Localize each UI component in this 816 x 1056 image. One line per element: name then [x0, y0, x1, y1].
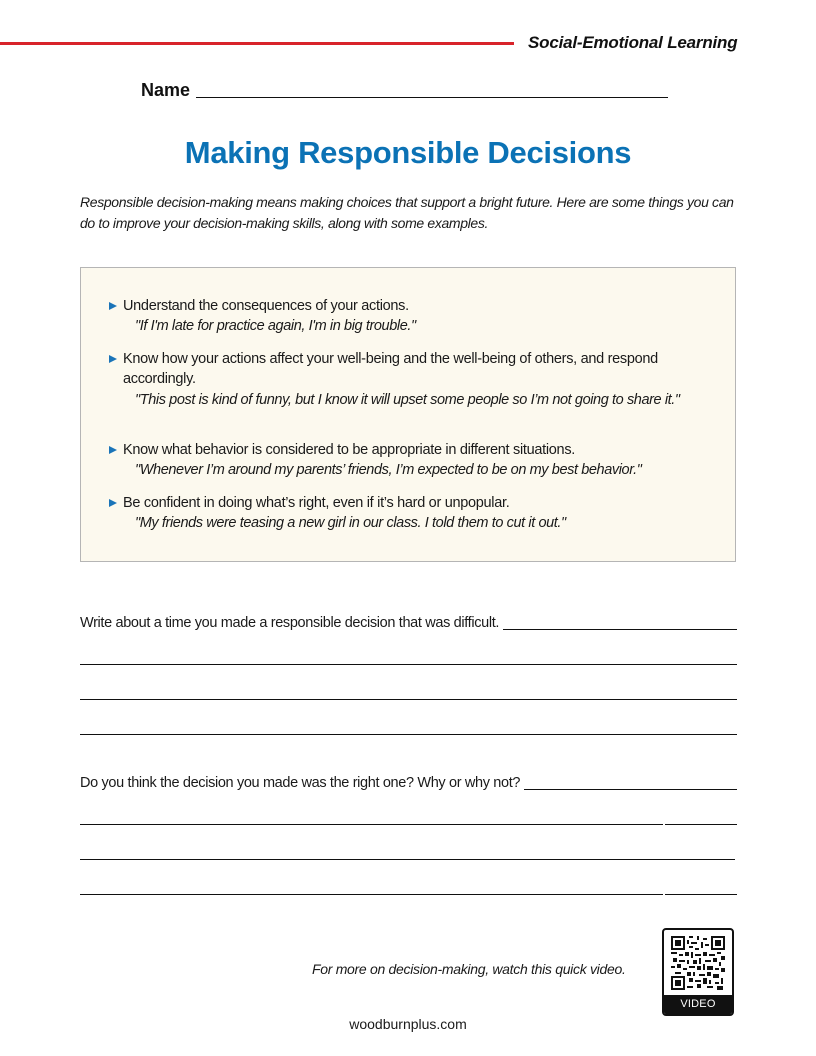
answer-line[interactable] — [80, 734, 737, 735]
answer-line[interactable] — [524, 775, 737, 790]
answer-line[interactable] — [80, 699, 737, 700]
question-1 — [80, 614, 737, 632]
category-label: Social-Emotional Learning — [528, 33, 738, 52]
question-prompt: Write about a time you made a responsible decision that was difficult. — [80, 615, 500, 631]
answer-line-segment — [665, 824, 737, 825]
triangle-bullet-icon — [109, 446, 117, 454]
tip-label: Be confident in doing what’s right, even if it’s hard or unpopular. — [123, 495, 510, 511]
page-title: Making Responsible Decisions — [184, 135, 632, 170]
tip-example: "If I'm late for practice again, I'm in big trouble." — [135, 318, 416, 334]
tip-item — [109, 349, 719, 410]
name-field — [141, 80, 668, 100]
question-prompt: Do you think the decision you made was the right one? Why or why not? — [80, 775, 521, 791]
tip-example: "This post is kind of funny, but I know it will upset some people so I’m not going to share it." — [135, 392, 680, 408]
triangle-bullet-icon — [109, 355, 117, 363]
tip-item — [109, 493, 719, 533]
intro-paragraph: Responsible decision-making means making choices that support a bright future. Here are some things you can do to improve your decision-making skills, along with some examples. — [80, 194, 734, 231]
tip-text — [109, 493, 719, 513]
tip-text — [109, 296, 719, 316]
name-input-line[interactable] — [196, 81, 668, 98]
tip-item — [109, 296, 719, 336]
triangle-bullet-icon — [109, 302, 117, 310]
qr-video-label: VIDEO — [664, 995, 732, 1014]
question-2 — [80, 774, 737, 792]
qr-code-icon — [671, 936, 725, 990]
tip-text — [109, 349, 683, 389]
tip-label: Know what behavior is considered to be appropriate in different situations. — [123, 442, 575, 458]
tip-text — [109, 440, 719, 460]
footer-website: woodburnplus.com — [349, 1016, 467, 1032]
answer-line-segment — [665, 894, 737, 895]
qr-video-badge[interactable] — [662, 928, 734, 1016]
tips-box — [80, 267, 736, 562]
tip-item — [109, 440, 719, 480]
video-caption: For more on decision-making, watch this quick video. — [312, 961, 626, 977]
answer-line-segment — [80, 824, 663, 825]
answer-line[interactable] — [503, 615, 737, 630]
tip-example: "My friends were teasing a new girl in our class. I told them to cut it out." — [135, 515, 566, 531]
answer-line[interactable] — [80, 664, 737, 665]
tip-label: Know how your actions affect your well-being and the well-being of others, and respond accordingly. — [123, 351, 658, 387]
tip-label: Understand the consequences of your actions. — [123, 298, 409, 314]
tip-example: "Whenever I’m around my parents’ friends, I’m expected to be on my best behavior." — [135, 462, 642, 478]
name-label: Name — [141, 80, 191, 100]
triangle-bullet-icon — [109, 499, 117, 507]
answer-line-segment — [80, 894, 663, 895]
answer-line[interactable] — [80, 859, 735, 860]
header-rule — [0, 42, 514, 45]
